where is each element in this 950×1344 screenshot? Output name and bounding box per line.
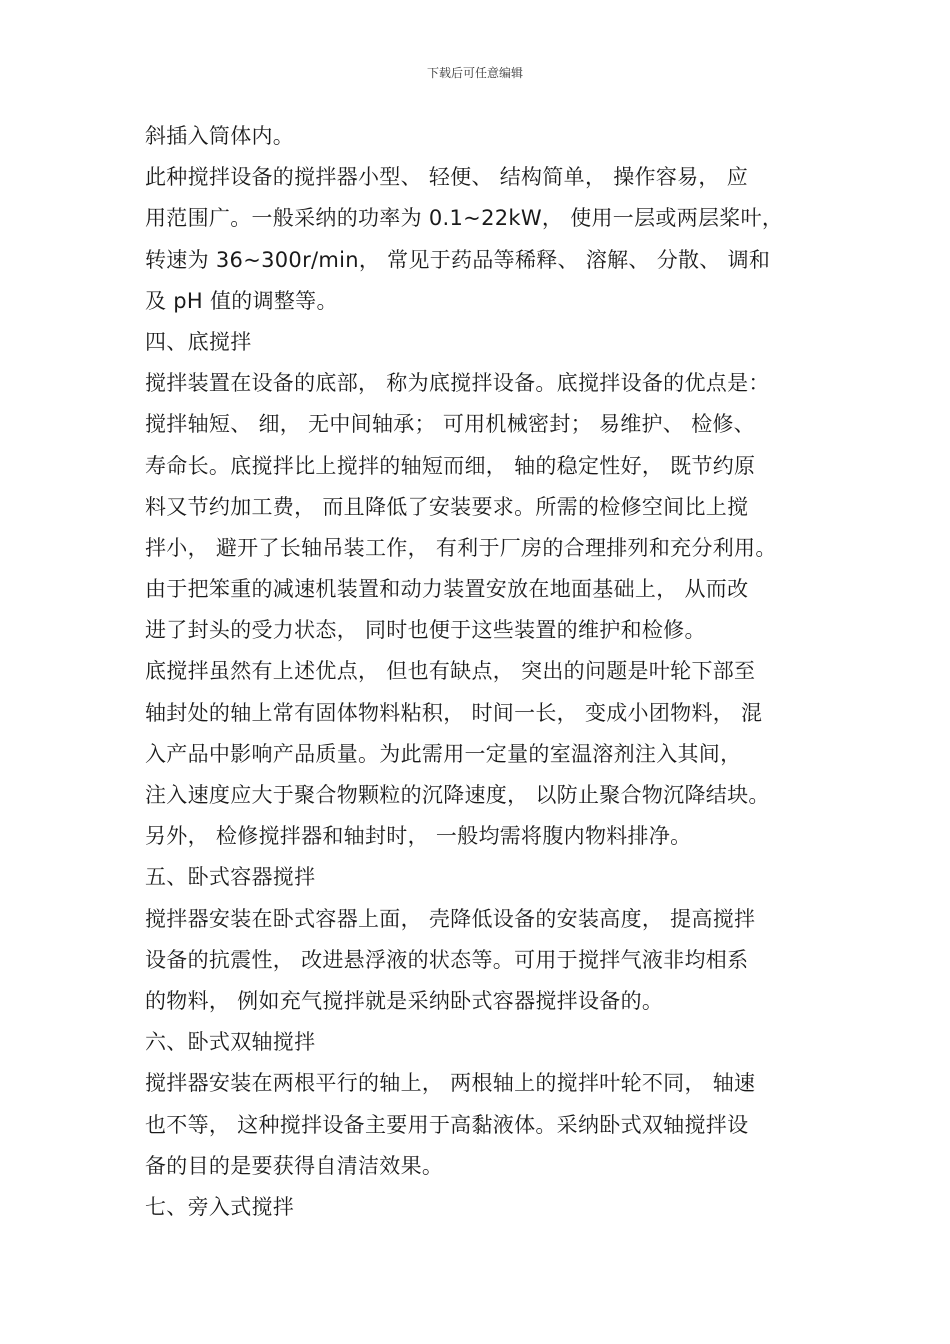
text-line: 转速为 36~300r/min， 常见于药品等稀释、 溶解、 分散、 调和 — [145, 247, 771, 272]
text-line: 用范围广。一般采纳的功率为 0.1~22kW， 使用一层或两层桨叶， — [145, 206, 784, 231]
section-heading: 七、旁入式搅拌 — [145, 1194, 295, 1219]
text-line: 设备的抗震性， 改进悬浮液的状态等。可用于搅拌气液非均相系 — [145, 947, 749, 972]
page-header: 下载后可任意编辑 — [426, 66, 523, 80]
section-heading: 六、卧式双轴搅拌 — [145, 1030, 316, 1055]
text-line: 搅拌器安装在两根平行的轴上， 两根轴上的搅拌叶轮不同， 轴速 — [145, 1071, 756, 1096]
text-line: 拌小， 避开了长轴吊装工作， 有利于厂房的合理排列和充分利用。 — [145, 535, 777, 560]
text-line: 料又节约加工费， 而且降低了安装要求。所需的检修空间比上搅 — [145, 494, 749, 519]
text-line: 寿命长。底搅拌比上搅拌的轴短而细， 轴的稳定性好， 既节约原 — [145, 453, 756, 478]
text-line: 入产品中影响产品质量。为此需用一定量的室温溶剂注入其间， — [145, 741, 742, 766]
text-line: 的物料， 例如充气搅拌就是采纳卧式容器搅拌设备的。 — [145, 988, 664, 1013]
text-line: 搅拌器安装在卧式容器上面， 壳降低设备的安装高度， 提高搅拌 — [145, 906, 756, 931]
text-line: 及 pH 值的调整等。 — [145, 288, 338, 313]
section-heading: 四、底搅拌 — [145, 329, 252, 354]
section-heading: 五、卧式容器搅拌 — [145, 865, 316, 890]
text-line: 搅拌装置在设备的底部， 称为底搅拌设备。底搅拌设备的优点是： — [145, 371, 770, 396]
text-line: 由于把笨重的减速机装置和动力装置安放在地面基础上， 从而改 — [145, 577, 749, 602]
text-line: 斜插入筒体内。 — [145, 124, 295, 148]
text-line: 也不等， 这种搅拌设备主要用于高黏液体。采纳卧式双轴搅拌设 — [145, 1112, 749, 1137]
text-line: 注入速度应大于聚合物颗粒的沉降速度， 以防止聚合物沉降结块。 — [145, 783, 770, 807]
text-line: 进了封头的受力状态， 同时也便于这些装置的维护和检修。 — [145, 618, 706, 643]
document-body — [145, 116, 825, 1228]
text-line: 底搅拌虽然有上述优点， 但也有缺点， 突出的问题是叶轮下部至 — [145, 659, 756, 684]
text-line: 另外， 检修搅拌器和轴封时， 一般均需将腹内物料排净。 — [145, 824, 692, 849]
text-line: 轴封处的轴上常有固体物料粘积， 时间一长， 变成小团物料， 混 — [145, 700, 763, 725]
text-line: 此种搅拌设备的搅拌器小型、 轻便、 结构简单， 操作容易， 应 — [145, 165, 748, 190]
text-line: 搅拌轴短、 细， 无中间轴承； 可用机械密封； 易维护、 检修、 — [145, 412, 755, 437]
text-line: 备的目的是要获得自清洁效果。 — [145, 1153, 444, 1178]
